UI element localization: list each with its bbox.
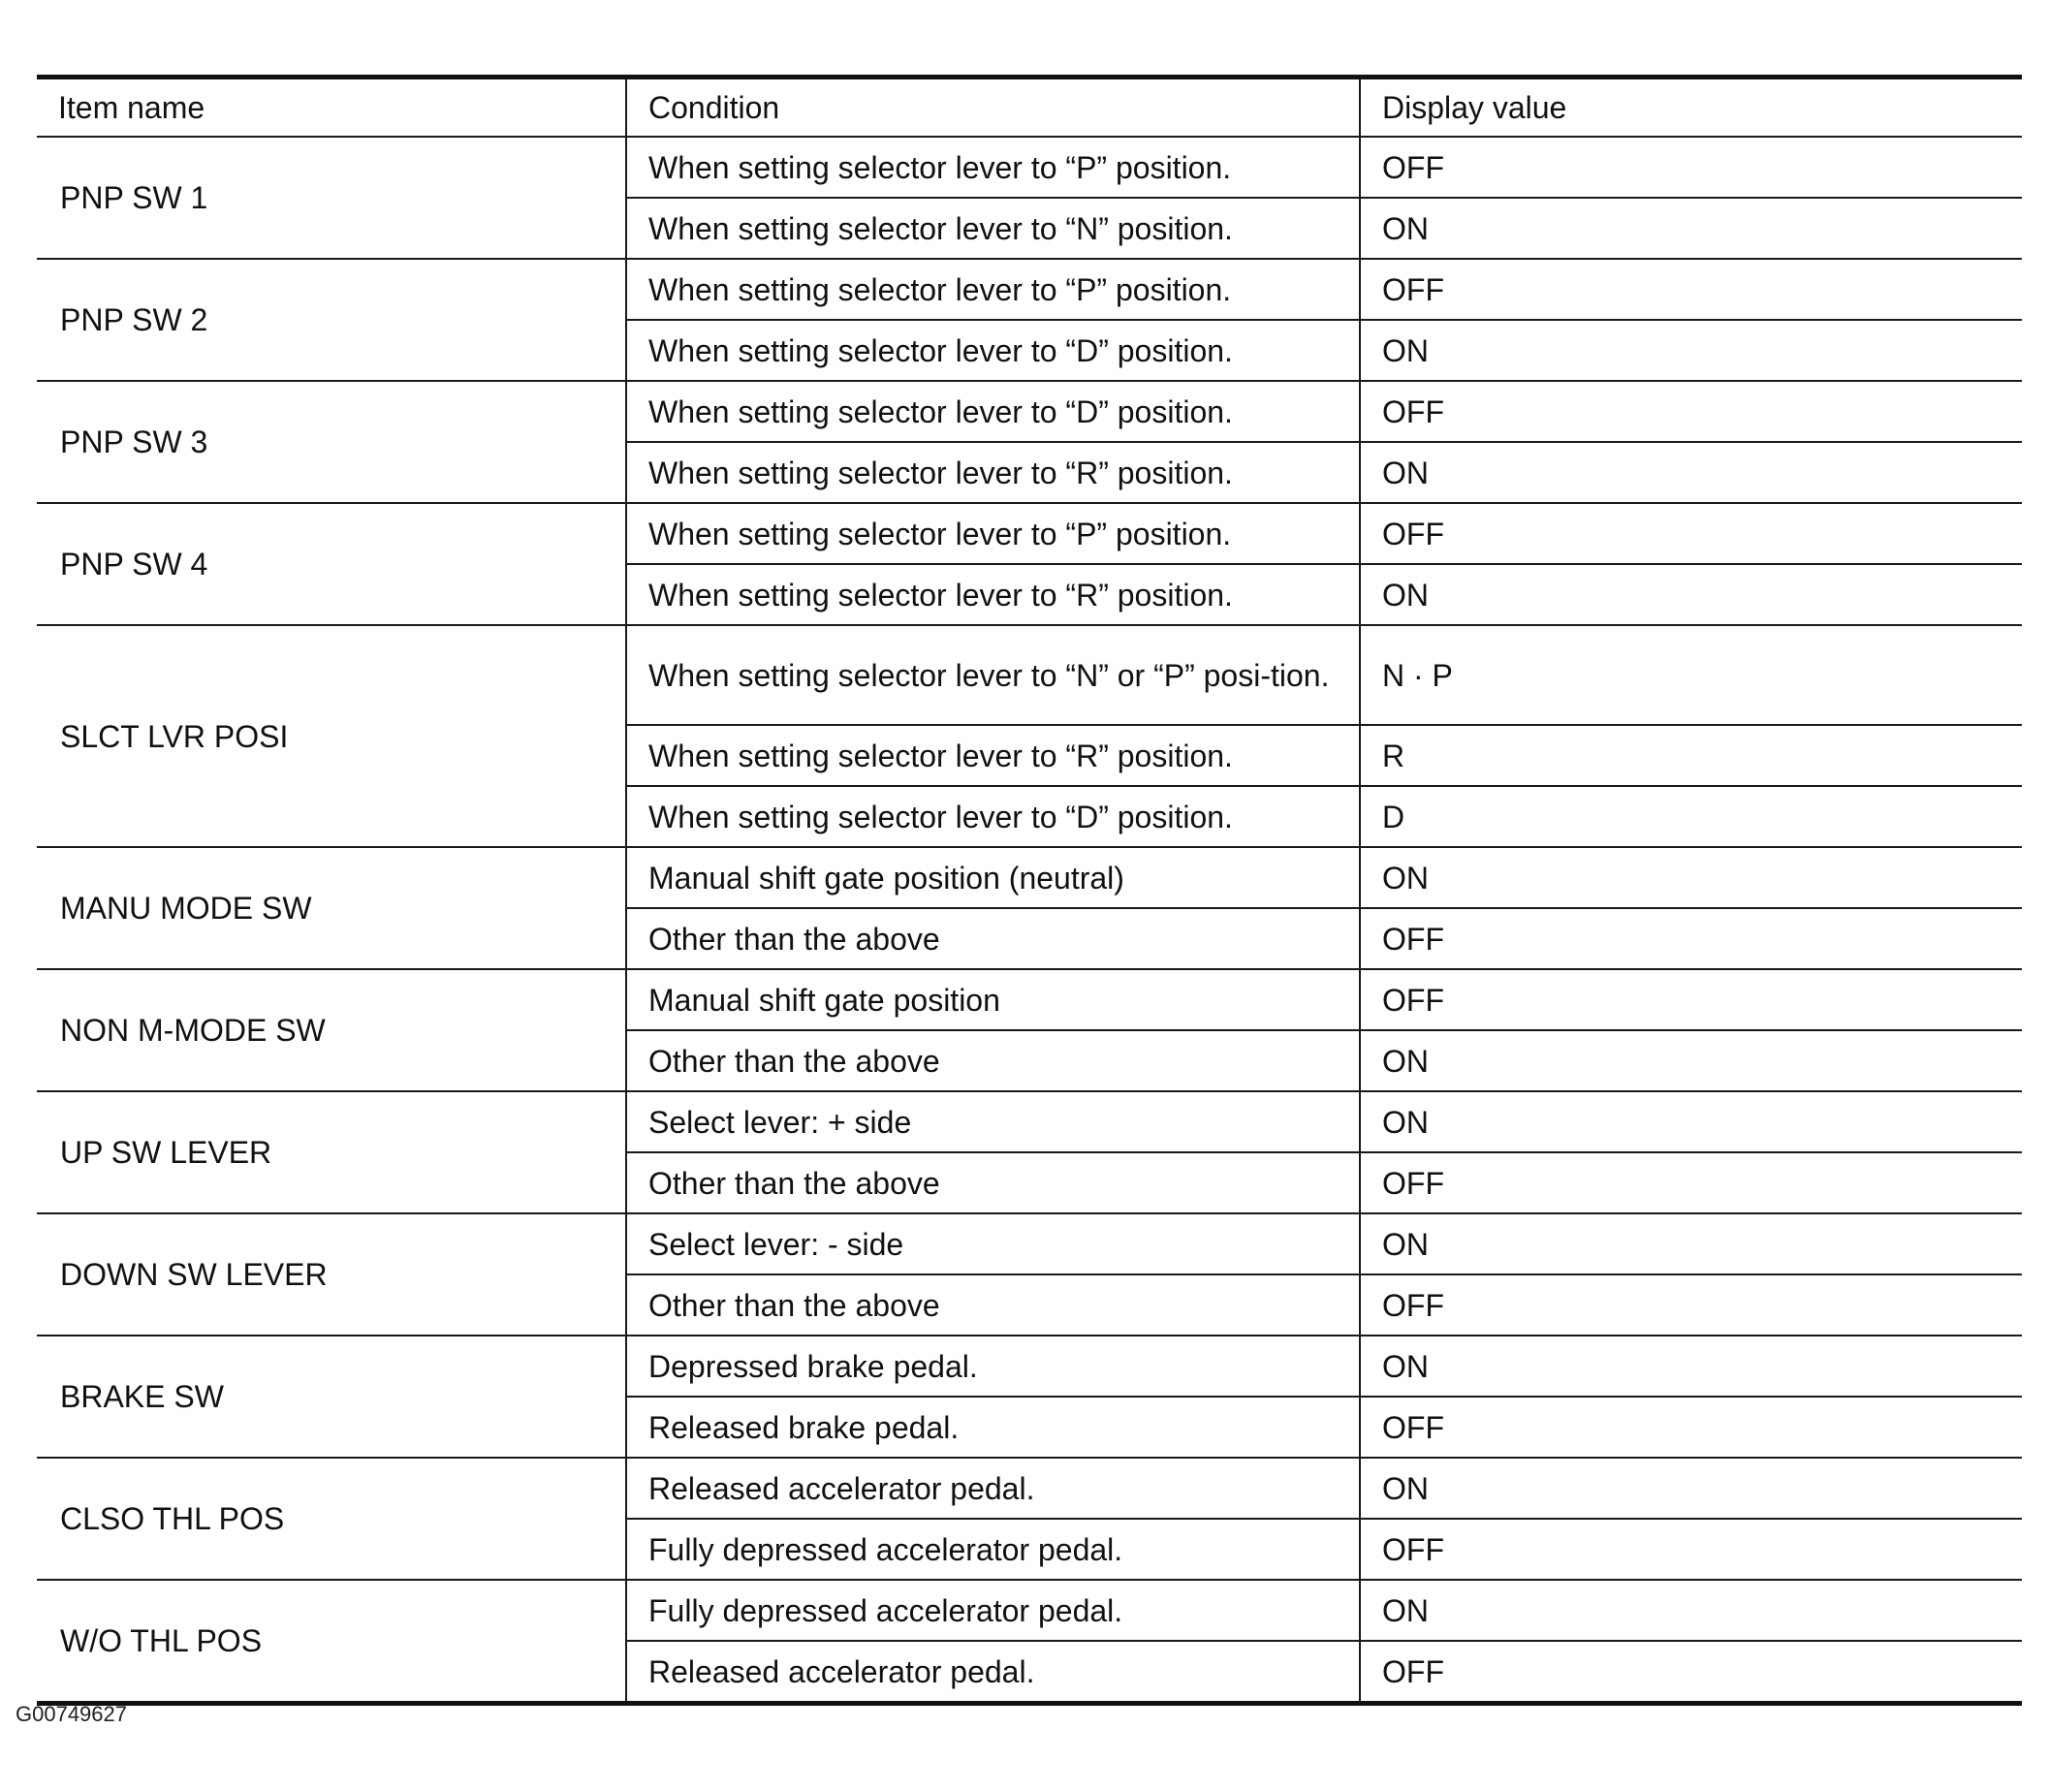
display-value-cell: D <box>1360 786 2022 847</box>
condition-cell: When setting selector lever to “P” position. <box>626 259 1360 320</box>
cas-display-table <box>37 75 2022 1706</box>
item-name-cell: MANU MODE SW <box>37 847 626 969</box>
condition-cell: Manual shift gate position (neutral) <box>626 847 1360 908</box>
display-value-cell: OFF <box>1360 969 2022 1030</box>
condition-cell: When setting selector lever to “D” position. <box>626 786 1360 847</box>
header-item-name: Item name <box>37 78 626 138</box>
table-row <box>37 1213 2022 1274</box>
table-body <box>37 137 2022 1704</box>
display-value-cell: ON <box>1360 1030 2022 1091</box>
table-row <box>37 503 2022 564</box>
condition-cell: When setting selector lever to “N” position. <box>626 198 1360 259</box>
table-row <box>37 381 2022 442</box>
display-value-cell: OFF <box>1360 503 2022 564</box>
display-value-cell: ON <box>1360 847 2022 908</box>
condition-cell: Released brake pedal. <box>626 1397 1360 1458</box>
table-row <box>37 137 2022 198</box>
display-value-cell: OFF <box>1360 1641 2022 1704</box>
display-value-cell: N · P <box>1360 625 2022 725</box>
display-value-cell: ON <box>1360 1336 2022 1397</box>
display-value-cell: ON <box>1360 442 2022 503</box>
condition-cell: Other than the above <box>626 1030 1360 1091</box>
condition-cell: Fully depressed accelerator pedal. <box>626 1580 1360 1641</box>
display-value-cell: OFF <box>1360 908 2022 969</box>
display-value-cell: ON <box>1360 320 2022 381</box>
item-name-cell: NON M-MODE SW <box>37 969 626 1091</box>
condition-cell: When setting selector lever to “P” position. <box>626 503 1360 564</box>
condition-cell: When setting selector lever to “R” position. <box>626 442 1360 503</box>
condition-cell: Released accelerator pedal. <box>626 1458 1360 1519</box>
item-name-cell: BRAKE SW <box>37 1336 626 1458</box>
table-row <box>37 1091 2022 1152</box>
display-value-cell: OFF <box>1360 1152 2022 1213</box>
item-name-cell: W/O THL POS <box>37 1580 626 1704</box>
table-header-row <box>37 78 2022 138</box>
display-value-cell: R <box>1360 725 2022 786</box>
item-name-cell: SLCT LVR POSI <box>37 625 626 847</box>
condition-cell: Select lever: + side <box>626 1091 1360 1152</box>
item-name-cell: PNP SW 3 <box>37 381 626 503</box>
display-value-cell: OFF <box>1360 1519 2022 1580</box>
condition-cell: When setting selector lever to “R” position. <box>626 564 1360 625</box>
display-value-cell: ON <box>1360 1458 2022 1519</box>
condition-cell: Select lever: - side <box>626 1213 1360 1274</box>
item-name-cell: DOWN SW LEVER <box>37 1213 626 1336</box>
header-display-value: Display value <box>1360 78 2022 138</box>
display-value-cell: OFF <box>1360 137 2022 198</box>
item-name-cell: PNP SW 4 <box>37 503 626 625</box>
display-value-cell: OFF <box>1360 1397 2022 1458</box>
condition-cell: When setting selector lever to “R” position. <box>626 725 1360 786</box>
item-name-cell: UP SW LEVER <box>37 1091 626 1213</box>
table-row <box>37 847 2022 908</box>
condition-cell: Depressed brake pedal. <box>626 1336 1360 1397</box>
display-value-cell: ON <box>1360 1091 2022 1152</box>
condition-cell: When setting selector lever to “D” position. <box>626 381 1360 442</box>
condition-cell: Fully depressed accelerator pedal. <box>626 1519 1360 1580</box>
table-row <box>37 1336 2022 1397</box>
display-value-cell: ON <box>1360 1213 2022 1274</box>
condition-cell: When setting selector lever to “N” or “P” posi-tion. <box>626 625 1360 725</box>
header-condition: Condition <box>626 78 1360 138</box>
table-row <box>37 969 2022 1030</box>
display-value-cell: OFF <box>1360 1274 2022 1336</box>
condition-cell: When setting selector lever to “P” position. <box>626 137 1360 198</box>
item-name-cell: CLSO THL POS <box>37 1458 626 1580</box>
table-row <box>37 259 2022 320</box>
condition-cell: Manual shift gate position <box>626 969 1360 1030</box>
figure-id: G00749627 <box>16 1702 127 1726</box>
condition-cell: Released accelerator pedal. <box>626 1641 1360 1704</box>
condition-cell: Other than the above <box>626 1152 1360 1213</box>
display-value-cell: ON <box>1360 564 2022 625</box>
display-value-cell: OFF <box>1360 381 2022 442</box>
display-value-cell: ON <box>1360 1580 2022 1641</box>
table-row <box>37 625 2022 725</box>
display-value-cell: ON <box>1360 198 2022 259</box>
table-row <box>37 1580 2022 1641</box>
condition-cell: Other than the above <box>626 908 1360 969</box>
condition-cell: When setting selector lever to “D” position. <box>626 320 1360 381</box>
item-name-cell: PNP SW 2 <box>37 259 626 381</box>
table-row <box>37 1458 2022 1519</box>
display-value-cell: OFF <box>1360 259 2022 320</box>
item-name-cell: PNP SW 1 <box>37 137 626 259</box>
condition-cell: Other than the above <box>626 1274 1360 1336</box>
